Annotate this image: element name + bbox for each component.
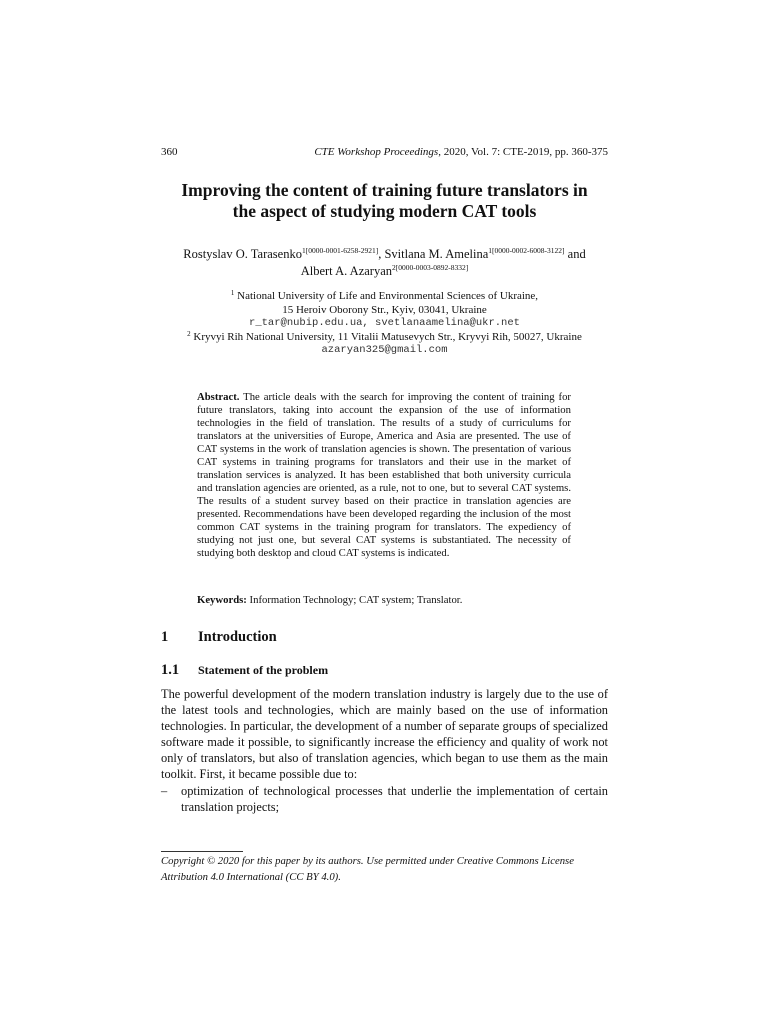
footnote-line-1: Copyright © 2020 for this paper by its authors. Use permitted under Creative Commons License (161, 855, 574, 867)
subsection-number: 1.1 (161, 662, 180, 678)
keywords-label: Keywords: (197, 594, 247, 606)
affiliation-1-line-1 (161, 290, 608, 304)
bullet-dash: – (161, 784, 168, 798)
bullet-item (161, 783, 608, 815)
title-line-2: the aspect of studying modern CAT tools (232, 201, 537, 221)
author-3-name: Albert A. Azaryan (300, 264, 393, 278)
authors-line-1 (161, 246, 608, 263)
author-1-orcid: 1[0000-0001-6258-2921] (301, 246, 379, 255)
affiliation-2-marker: 2 (187, 329, 191, 338)
author-2-orcid: 1[0000-0002-6008-3122] (488, 246, 565, 255)
authors-line-2 (161, 263, 608, 280)
body-paragraph: The powerful development of the modern translation industry is largely due to the use of the latest tools and technologies, which are mainly based on the use of information technologies. In particular, the development of a number of separate groups of specialized software made it possible, to significantly increase the efficiency and quality of work not only of translators, but also of translation agencies, which began to use them as the main toolkit. First, it became possible due to: (161, 687, 608, 781)
bullet-text: optimization of technological processes that underlie the implementation of certain translation projects; (181, 784, 608, 814)
subsection-heading (161, 661, 328, 679)
affiliation-1-address: 15 Heroiv Oborony Str., Kyiv, 03041, Ukraine (282, 303, 487, 316)
footnote-line-2: Attribution 4.0 International (CC BY 4.0). (161, 871, 341, 883)
affiliation-2-email: azaryan325@gmail.com (321, 344, 448, 357)
affiliation-1-emails: r_tar@nubip.edu.ua, svetlanaamelina@ukr.net (249, 317, 520, 330)
footnote-divider (161, 851, 243, 852)
keywords (197, 594, 571, 607)
abstract-label: Abstract. (197, 391, 240, 403)
affiliations (161, 290, 608, 358)
author-list (161, 246, 608, 280)
journal-reference (314, 146, 608, 158)
affiliation-2-name: Kryvyi Rih National University, 11 Vitalii Matusevych Str., Kryvyi Rih, 50027, Ukraine (190, 330, 582, 343)
author-3-orcid: 2[0000-0003-0892-8332] (392, 263, 469, 272)
title-line-1: Improving the content of training future translators in (181, 180, 588, 200)
paper-title (161, 180, 608, 222)
author-2-name: , Svitlana M. Amelina (378, 247, 489, 261)
affiliation-1-marker: 1 (230, 289, 235, 297)
authors-and: and (564, 247, 586, 261)
section-title: Introduction (198, 629, 277, 645)
section-number: 1 (161, 629, 169, 645)
affiliation-1-name: National University of Life and Environmental Sciences of Ukraine, (234, 290, 539, 302)
page-number: 360 (161, 146, 178, 158)
journal-details: , 2020, Vol. 7: CTE-2019, pp. 360-375 (438, 146, 608, 158)
keywords-text: Information Technology; CAT system; Translator. (246, 594, 463, 606)
abstract (197, 391, 571, 560)
affiliation-2-line-1 (161, 331, 608, 345)
abstract-text: The article deals with the search for improving the content of training for future translators, taking into account the expansion of the use of information technologies in the field of translation. The results of a study of curriculums for translators at the universities of Europe, America and Asia are presented. The use of CAT systems in the work of translation agencies is shown. The presentation of various CAT systems in training programs for translators and their use in the market of translation services is analyzed. It has been established that both university curricula and translation agencies are oriented, as a rule, not to one, but to several CAT systems. The results of a student survey based on their practice in translation agencies are presented. Recommendations have been developed regarding the inclusion of the most common CAT systems in the training program for translators. The expediency of studying not just one, but several CAT systems is substantiated. The necessity of studying both desktop and cloud CAT systems is indicated. (197, 391, 571, 559)
section-heading-introduction (161, 629, 277, 646)
journal-name: CTE Workshop Proceedings (314, 146, 439, 158)
subsection-title: Statement of the problem (198, 663, 329, 677)
copyright-footnote (161, 853, 608, 885)
author-1-name: Rostyslav O. Tarasenko (183, 247, 302, 261)
